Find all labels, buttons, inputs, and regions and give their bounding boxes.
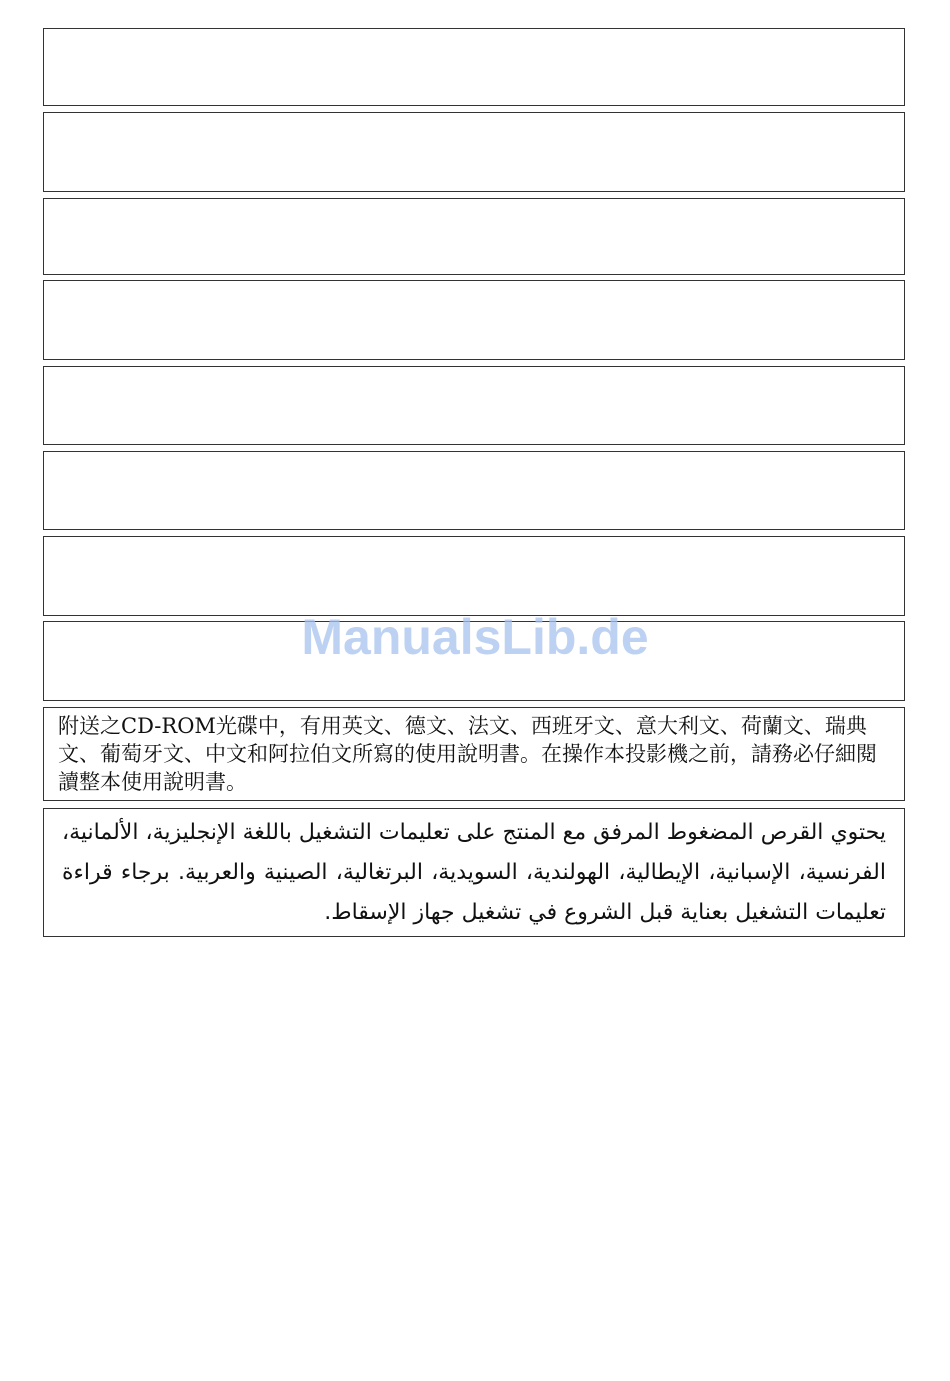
empty-notice-box-2 [43, 112, 905, 192]
empty-notice-box-1 [43, 28, 905, 106]
chinese-notice-box [43, 707, 905, 801]
arabic-notice-text: يحتوي القرص المضغوط المرفق مع المنتج على تعليمات التشغيل باللغة الإنجليزية، الألمانية، الفرنسية، الإسبانية، الإيطالية، الهولندية، السويدية، البرتغالية، الصينية والعربية. برجاء قراءة تعليمات التشغيل بعناية قبل الشروع في تشغيل جهاز الإسقاط. [62, 820, 886, 925]
empty-notice-box-5 [43, 366, 905, 445]
watermark: ManualsLib.de [301, 609, 649, 665]
chinese-notice-text: 附送之CD-ROM光碟中，有用英文、德文、法文、西班牙文、意大利文、荷蘭文、瑞典文、葡萄牙文、中文和阿拉伯文所寫的使用說明書。在操作本投影機之前，請務必仔細閱讀整本使用說明書。 [58, 714, 877, 794]
arabic-notice-box [43, 808, 905, 937]
empty-notice-box-7 [43, 536, 905, 616]
empty-notice-box-6 [43, 451, 905, 530]
empty-notice-box-4 [43, 280, 905, 360]
empty-notice-box-3 [43, 198, 905, 275]
empty-notice-box-8 [43, 621, 905, 701]
